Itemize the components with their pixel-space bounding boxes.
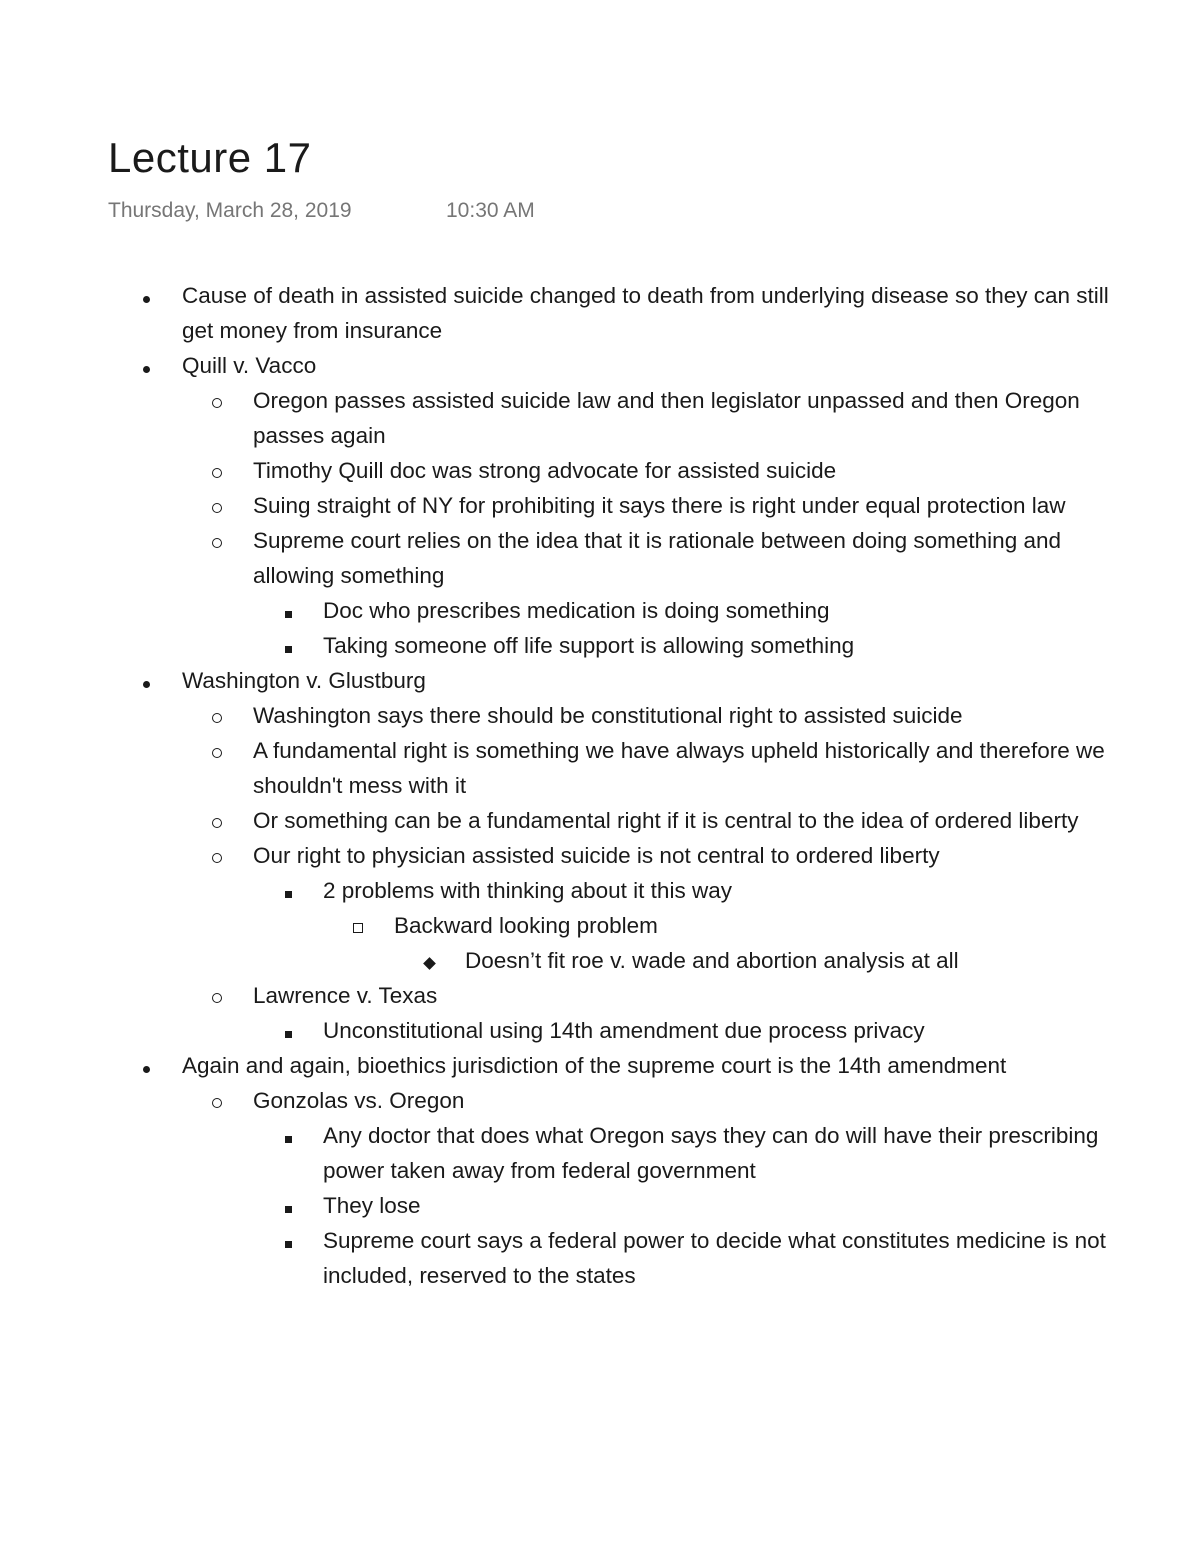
note-text: Taking someone off life support is allowing something	[323, 633, 855, 658]
note-item	[0, 453, 1200, 488]
note-item	[0, 943, 1200, 978]
note-item	[0, 488, 1200, 523]
note-item	[0, 978, 1200, 1013]
note-text: A fundamental right is something we have always upheld historically and therefore we shouldn't mess with it	[253, 738, 1105, 798]
note-item	[0, 628, 1200, 663]
circle-icon	[207, 698, 227, 733]
note-text: Lawrence v. Texas	[253, 983, 438, 1008]
note-text: Quill v. Vacco	[182, 353, 317, 378]
circle-icon	[207, 453, 227, 488]
notes-list	[0, 278, 1200, 1293]
hollow-square-icon	[348, 908, 368, 943]
page-date: Thursday, March 28, 2019	[108, 199, 352, 222]
note-item	[0, 1223, 1200, 1293]
note-item	[0, 698, 1200, 733]
disc-icon	[136, 663, 156, 698]
circle-icon	[207, 383, 227, 418]
disc-icon	[136, 1048, 156, 1083]
note-item	[0, 908, 1200, 943]
note-item	[0, 1188, 1200, 1223]
page-title: Lecture 17	[108, 134, 312, 181]
square-icon	[278, 873, 298, 908]
note-text: Our right to physician assisted suicide is not central to ordered liberty	[253, 843, 940, 868]
note-text: Suing straight of NY for prohibiting it says there is right under equal protection law	[253, 493, 1066, 518]
square-icon	[278, 1118, 298, 1153]
note-text: Washington v. Glustburg	[182, 668, 426, 693]
circle-icon	[207, 733, 227, 768]
note-text: Backward looking problem	[394, 913, 658, 938]
square-icon	[278, 593, 298, 628]
note-item	[0, 873, 1200, 908]
note-text: Gonzolas vs. Oregon	[253, 1088, 465, 1113]
note-text: Supreme court relies on the idea that it is rationale between doing something and allowing something	[253, 528, 1062, 588]
note-text: 2 problems with thinking about it this way	[323, 878, 732, 903]
page-time: 10:30 AM	[446, 199, 535, 222]
note-item	[0, 663, 1200, 698]
note-item	[0, 383, 1200, 453]
disc-icon	[136, 348, 156, 383]
note-text: Supreme court says a federal power to decide what constitutes medicine is not included, reserved to the states	[323, 1228, 1106, 1288]
note-text: Unconstitutional using 14th amendment due process privacy	[323, 1018, 925, 1043]
note-item	[0, 523, 1200, 593]
note-item	[0, 593, 1200, 628]
square-icon	[278, 1013, 298, 1048]
note-item	[0, 348, 1200, 383]
note-text: Or something can be a fundamental right if it is central to the idea of ordered liberty	[253, 808, 1079, 833]
note-item	[0, 838, 1200, 873]
page-meta	[108, 199, 535, 223]
note-text: They lose	[323, 1193, 421, 1218]
square-icon	[278, 1223, 298, 1258]
note-item	[0, 278, 1200, 348]
note-item	[0, 1083, 1200, 1118]
circle-icon	[207, 488, 227, 523]
note-item	[0, 803, 1200, 838]
note-text: Cause of death in assisted suicide changed to death from underlying disease so they can still get money from insurance	[182, 283, 1109, 343]
circle-icon	[207, 978, 227, 1013]
circle-icon	[207, 838, 227, 873]
square-icon	[278, 1188, 298, 1223]
note-item	[0, 1013, 1200, 1048]
note-item	[0, 1048, 1200, 1083]
disc-icon	[136, 278, 156, 313]
square-icon	[278, 628, 298, 663]
note-text: Timothy Quill doc was strong advocate for assisted suicide	[253, 458, 837, 483]
note-item	[0, 733, 1200, 803]
circle-icon	[207, 1083, 227, 1118]
note-text: Doc who prescribes medication is doing something	[323, 598, 830, 623]
note-text: Doesn’t fit roe v. wade and abortion analysis at all	[465, 948, 959, 973]
note-text: Oregon passes assisted suicide law and then legislator unpassed and then Oregon passes again	[253, 388, 1080, 448]
note-text: Washington says there should be constitutional right to assisted suicide	[253, 703, 963, 728]
note-text: Any doctor that does what Oregon says they can do will have their prescribing power taken away from federal government	[323, 1123, 1099, 1183]
note-text: Again and again, bioethics jurisdiction of the supreme court is the 14th amendment	[182, 1053, 1007, 1078]
diamond-icon	[419, 943, 439, 978]
note-item	[0, 1118, 1200, 1188]
circle-icon	[207, 523, 227, 558]
circle-icon	[207, 803, 227, 838]
